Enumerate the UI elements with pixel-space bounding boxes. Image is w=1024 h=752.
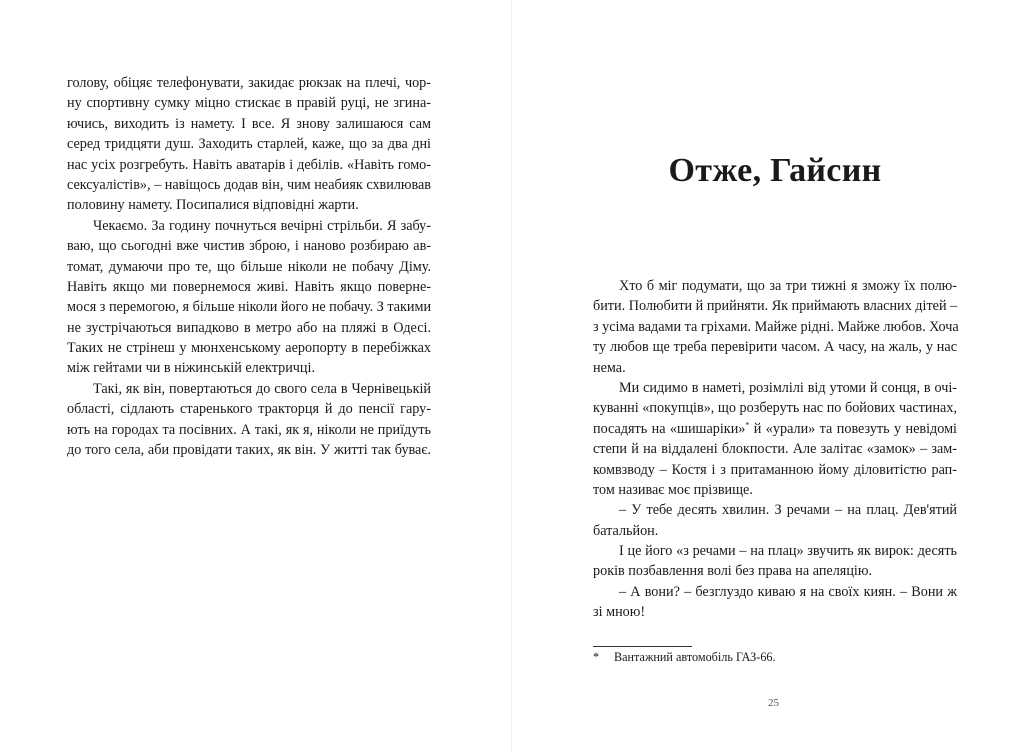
text-line: не зустрічаються випадково в метро або на пляжі в Одесі. [67, 319, 431, 336]
text-line: серед тридцяти душ. Заходить старлей, каже, що за два дні [67, 136, 431, 153]
right-page [512, 0, 1024, 752]
left-page-text [67, 73, 431, 460]
footnote-marker: * [593, 650, 600, 664]
text-line: Хто б міг подумати, що за три тижні я зможу їх полю- [619, 278, 957, 294]
text-line: голову, обіцяє телефонувати, закидає рюкзак на плечі, чор- [67, 75, 431, 91]
footnote-divider [593, 646, 692, 647]
text-line: ють на городах та посівних. А такі, як я, ніколи не приїдуть [67, 421, 431, 438]
chapter-title: Отже, Гайсин [668, 152, 882, 189]
text-line: бити. Полюбити й прийняти. Як приймають власних дітей – [593, 298, 958, 315]
text-line: років позбавлення волі без права на апеляцію. [593, 563, 873, 580]
text-line: сексуалістів», – навіщось додав він, чим неабияк схвилював [67, 176, 432, 193]
text-line: ту любов ще треба перевірити часом. А часу, на жаль, у нас [593, 339, 957, 356]
text-line: області, сідлають старенького тракторця й до пенсії гару- [67, 401, 431, 418]
text-line: до того села, аби провідати таких, як він. У житті так буває. [67, 442, 431, 459]
text-line: комвзводу – Костя і з притаманною йому діловитістю рап- [593, 461, 957, 478]
text-line: зі мною! [593, 604, 646, 621]
footnote [593, 648, 776, 666]
text-line: степи й на віддалені блокпости. Але залітає «замок» – зам- [593, 441, 957, 458]
text-line: Такі, як він, повертаються до свого села в Чернівецькій [93, 380, 431, 397]
text-line: нас усіх розгребуть. Навіть аватарів і дебілів. «Навіть гомо- [67, 156, 431, 173]
page-number: 25 [768, 697, 779, 709]
text-line: мося з перемогою, я більше ніколи його не побачу. З такими [67, 299, 432, 316]
footnote-reference[interactable]: * [745, 420, 750, 429]
text-line: І це його «з речами – на плац» звучить як вирок: десять [619, 543, 957, 560]
text-line: куванні «покупців», що розберуть нас по бойових частинах, [593, 400, 957, 417]
text-line: з усіма вадами та гріхами. Майже рідні. Майже любов. Хоча [593, 318, 959, 335]
text-line: ваю, що сьогодні вже чистив зброю, і наново розбираю ав- [67, 238, 431, 255]
text-line: ну спортивну сумку міцно стискає в правій руці, не згина- [67, 95, 431, 112]
text-line: Таких не стрінеш у мюнхенському аеропорту в перебіжках [67, 340, 431, 357]
text-line: том називає моє прізвище. [593, 481, 753, 498]
text-fragment: посадять на «шишаріки» [593, 420, 746, 437]
text-line: між гейтами чи в ніжинській електричці. [67, 360, 316, 377]
text-line-with-footnote [593, 419, 957, 439]
text-line: батальйон. [593, 522, 659, 539]
text-fragment: й «урали» та повезуть у невідомі [749, 420, 958, 437]
text-line: Навіть якщо ми повернемося живі. Навіть якщо поверне- [67, 278, 431, 295]
footnote-text: Вантажний автомобіль ГАЗ-66. [614, 650, 776, 664]
text-line: ючись, виходить із намету. І все. Я знову залишаюся сам [67, 115, 431, 132]
text-line: Ми сидимо в наметі, розімлілі від утоми й сонця, в очі- [619, 379, 957, 396]
text-line: – А вони? – безглуздо киваю я на своїх киян. – Вони ж [619, 583, 957, 600]
text-line: Чекаємо. За годину почнуться вечірні стрільби. Я забу- [93, 217, 431, 234]
text-line: – У тебе десять хвилин. З речами – на плац. Дев'ятий [619, 502, 957, 519]
text-line: томат, думаючи про те, що більше ніколи не побачу Діму. [67, 258, 431, 275]
text-line: нема. [593, 359, 626, 376]
right-page-text [593, 276, 957, 623]
text-line: половину намету. Посипалися відповідні жарти. [67, 197, 359, 214]
